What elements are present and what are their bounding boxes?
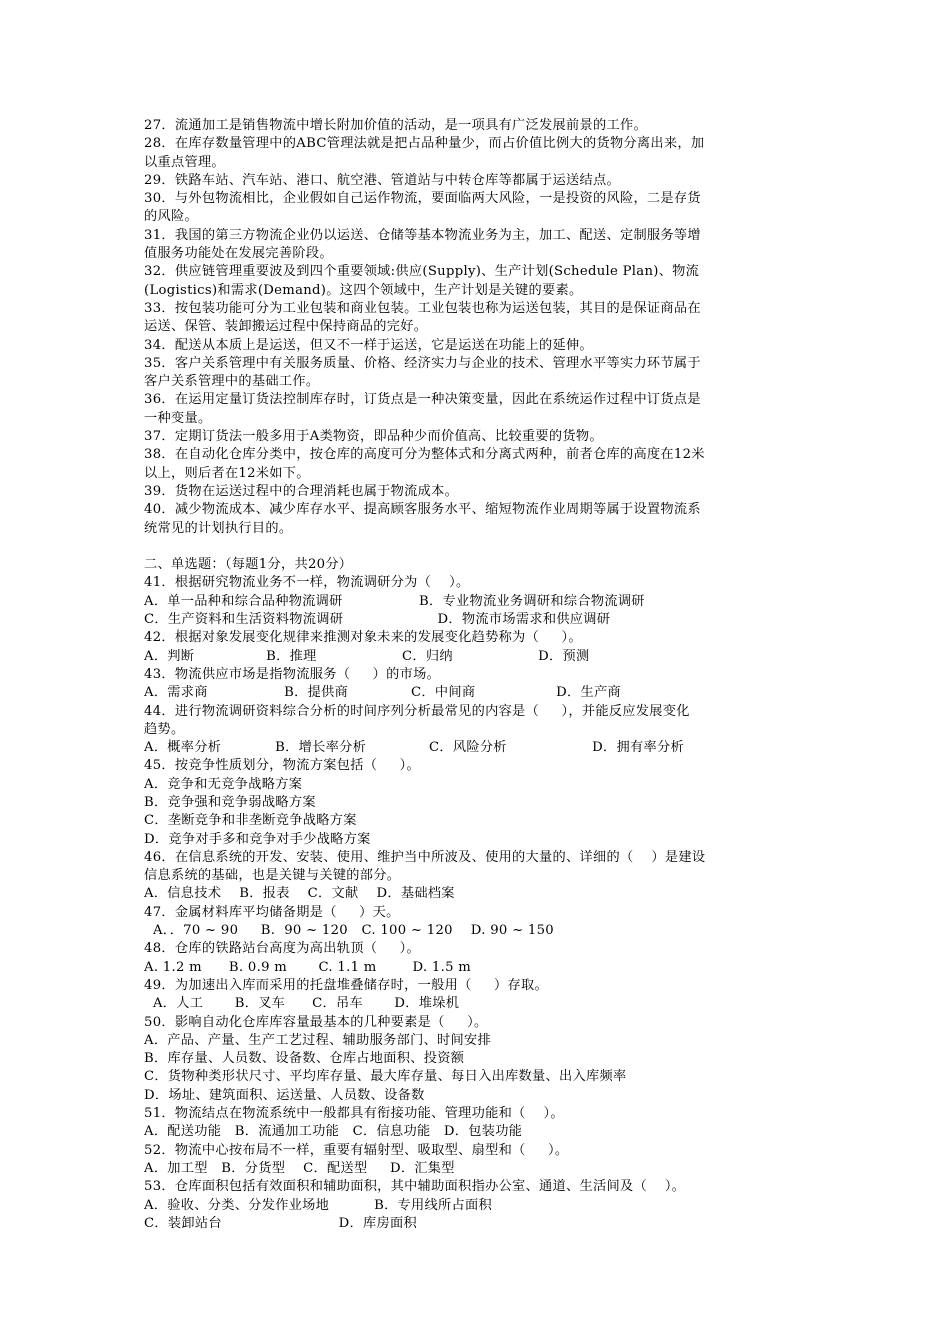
text-line: A．加工型 B．分货型 C．配送型 D．汇集型 bbox=[144, 1160, 455, 1176]
text-line: 36．在运用定量订货法控制库存时，订货点是一种决策变量，因此在系统运作过程中订货点是 bbox=[144, 392, 701, 408]
text-line: 48．仓库的铁路站台高度为高出轨顶（ ）。 bbox=[144, 941, 421, 957]
text-line: A．竞争和无竞争战略方案 bbox=[144, 776, 303, 792]
text-line: 33．按包装功能可分为工业包装和商业包装。工业包装也称为运送包装，其目的是保证商品在 bbox=[144, 300, 701, 316]
text-line: 二、单选题：（每题1分，共20分） bbox=[144, 557, 353, 573]
text-line: A．单一品种和综合品种物流调研 B．专业物流业务调研和综合物流调研 bbox=[144, 593, 645, 609]
text-line: A．验收、分类、分发作业场地 B．专用线所占面积 bbox=[144, 1197, 492, 1213]
text-line: A．需求商 B．提供商 C．中间商 D．生产商 bbox=[144, 685, 621, 701]
text-line: A．人工 B．叉车 C．吊车 D．堆垛机 bbox=[144, 996, 460, 1012]
text-line: A. 1.2 m B. 0.9 m C. 1.1 m D. 1.5 m bbox=[144, 959, 472, 975]
text-line: C．装卸站台 D．库房面积 bbox=[144, 1215, 417, 1231]
text-line: 43．物流供应市场是指物流服务（ ）的市场。 bbox=[144, 666, 441, 682]
text-line: A．产品、产量、生产工艺过程、辅助服务部门、时间安排 bbox=[144, 1032, 492, 1048]
text-line: A．．70 ~ 90 B. 90 ~ 120 C. 100 ~ 120 D. 90 ~ 150 bbox=[144, 923, 554, 939]
text-line: 客户关系管理中的基础工作。 bbox=[144, 374, 320, 390]
text-line: 趋势。 bbox=[144, 721, 185, 737]
text-line: 值服务功能处在发展完善阶段。 bbox=[144, 246, 333, 262]
text-line: 34．配送从本质上是运送，但又不一样于运送，它是运送在功能上的延伸。 bbox=[144, 337, 593, 353]
text-line: 41．根据研究物流业务不一样，物流调研分为（ ）。 bbox=[144, 575, 470, 591]
text-line: 50．影响自动化仓库库容量最基本的几种要素是（ ）。 bbox=[144, 1014, 488, 1030]
text-line: 一种变量。 bbox=[144, 410, 212, 426]
text-line: 42．根据对象发展变化规律来推测对象未来的发展变化趋势称为（ ）。 bbox=[144, 630, 582, 646]
text-line: 29．铁路车站、汽车站、港口、航空港、管道站与中转仓库等都属于运送结点。 bbox=[144, 172, 620, 188]
text-line: 32．供应链管理重要波及到四个重要领域:供应(Supply)、生产计划(Schedule Plan)、物流 bbox=[144, 264, 700, 280]
blank-line bbox=[144, 538, 812, 556]
text-line: B．竞争强和竞争弱战略方案 bbox=[144, 794, 316, 810]
text-line: 37．定期订货法一般多用于A类物资，即品种少而价值高、比较重要的货物。 bbox=[144, 429, 603, 445]
text-line: D．竞争对手多和竞争对手少战略方案 bbox=[144, 831, 371, 847]
text-line: D．场址、建筑面积、运送量、人员数、设备数 bbox=[144, 1087, 425, 1103]
text-line: C．垄断竞争和非垄断竞争战略方案 bbox=[144, 813, 357, 829]
text-line: 44．进行物流调研资料综合分析的时间序列分析最常见的内容是（ ），并能反应发展变化 bbox=[144, 703, 690, 719]
text-line: A．概率分析 B．增长率分析 C．风险分析 D．拥有率分析 bbox=[144, 740, 684, 756]
text-line: 46．在信息系统的开发、安装、使用、维护当中所波及、使用的大量的、详细的（ ）是建设 bbox=[144, 849, 706, 865]
text-line: A．判断 B．推理 C．归纳 D．预测 bbox=[144, 648, 590, 664]
text-line: 30．与外包物流相比，企业假如自己运作物流，要面临两大风险，一是投资的风险，二是存货 bbox=[144, 191, 701, 207]
text-line: C．生产资料和生活资料物流调研 D．物流市场需求和供应调研 bbox=[144, 612, 611, 628]
text-line: 38．在自动化仓库分类中，按仓库的高度可分为整体式和分离式两种，前者仓库的高度在12米 bbox=[144, 447, 705, 463]
text-line: 27．流通加工是销售物流中增长附加价值的活动，是一项具有广泛发展前景的工作。 bbox=[144, 118, 647, 133]
text-line: 45．按竞争性质划分，物流方案包括（ ）。 bbox=[144, 758, 421, 774]
text-line: 47．金属材料库平均储备期是（ ）天。 bbox=[144, 904, 400, 920]
text-line: 31．我国的第三方物流企业仍以运送、仓储等基本物流业务为主，加工、配送、定制服务等增 bbox=[144, 227, 701, 243]
text-line: 35．客户关系管理中有关服务质量、价格、经济实力与企业的技术、管理水平等实力环节属于 bbox=[144, 355, 701, 371]
text-line: 的风险。 bbox=[144, 209, 198, 225]
text-line: (Logistics)和需求(Demand)。这四个领域中，生产计划是关键的要素。 bbox=[144, 282, 583, 298]
text-line: 28．在库存数量管理中的ABC管理法就是把占品种量少，而占价值比例大的货物分离出来，加 bbox=[144, 136, 705, 152]
text-line: A．信息技术 B．报表 C．文献 D．基础档案 bbox=[144, 886, 455, 902]
document-body bbox=[144, 117, 812, 1233]
text-line: 40．减少物流成本、减少库存水平、提高顾客服务水平、缩短物流作业周期等属于设置物流系 bbox=[144, 502, 701, 518]
text-line: 49．为加速出入库而采用的托盘堆叠储存时，一般用（ ）存取。 bbox=[144, 977, 548, 993]
text-line: 统常见的计划执行目的。 bbox=[144, 520, 293, 536]
text-line: 运送、保管、装卸搬运过程中保持商品的完好。 bbox=[144, 319, 428, 335]
text-line: 信息系统的基础，也是关键与关键的部分。 bbox=[144, 868, 401, 884]
text-line: 39．货物在运送过程中的合理消耗也属于物流成本。 bbox=[144, 483, 459, 499]
text-line: 以上，则后者在12米如下。 bbox=[144, 465, 310, 481]
text-line: C．货物种类形状尺寸、平均库存量、最大库存量、每日入出库数量、出入库频率 bbox=[144, 1069, 627, 1085]
text-line: 51．物流结点在物流系统中一般都具有衔接功能、管理功能和（ ）。 bbox=[144, 1106, 564, 1122]
text-line: 以重点管理。 bbox=[144, 154, 225, 170]
text-line: B．库存量、人员数、设备数、仓库占地面积、投资额 bbox=[144, 1051, 465, 1067]
text-line: 53．仓库面积包括有效面积和辅助面积，其中辅助面积指办公室、通道、生活间及（ ）。 bbox=[144, 1179, 686, 1195]
text-line: A．配送功能 B．流通加工功能 C．信息功能 D．包装功能 bbox=[144, 1124, 523, 1140]
text-line: 52．物流中心按布局不一样，重要有辐射型、吸取型、扇型和（ ）。 bbox=[144, 1142, 569, 1158]
